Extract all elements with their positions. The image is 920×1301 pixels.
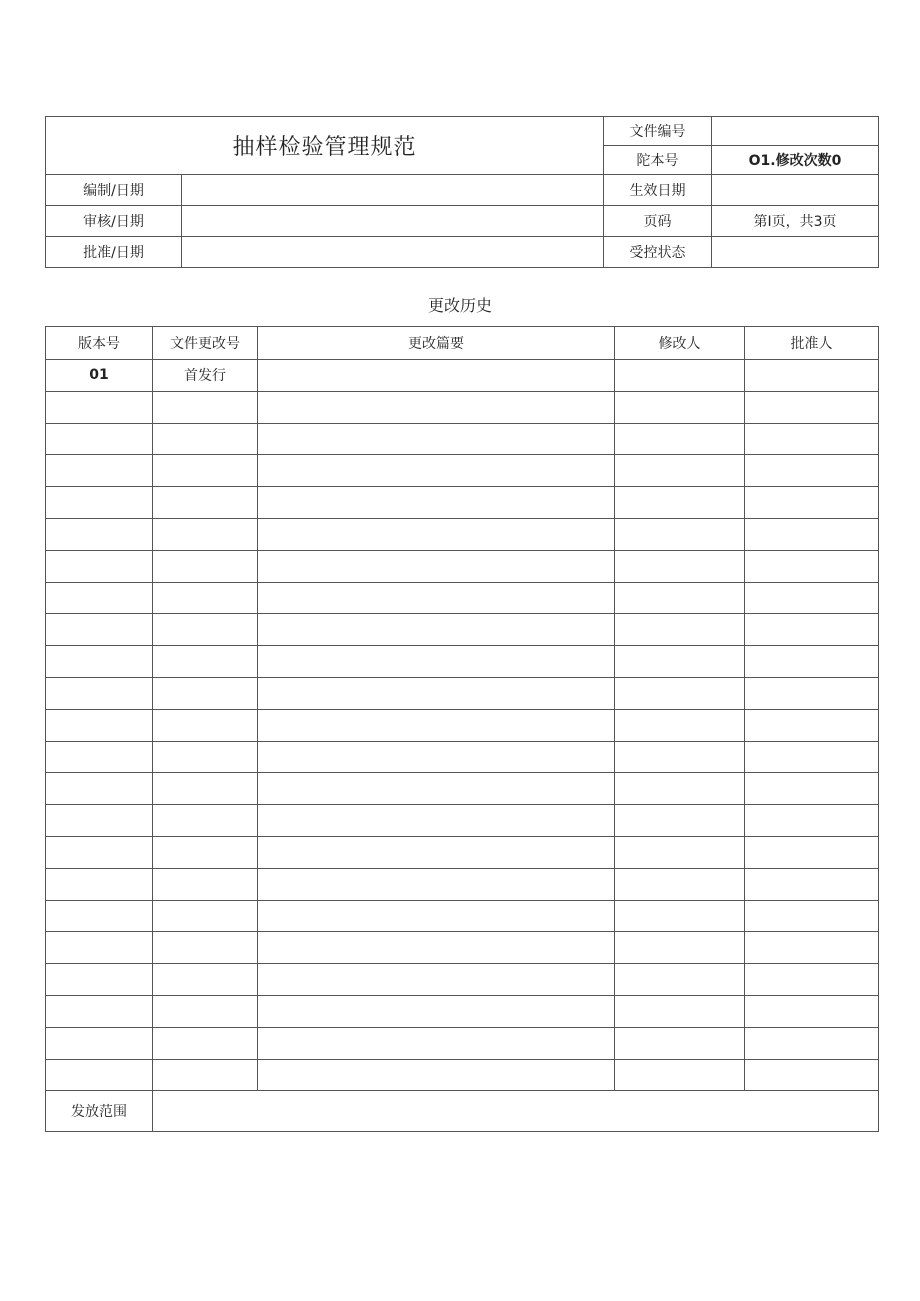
history-cell <box>46 836 153 868</box>
history-cell <box>615 932 745 964</box>
history-cell <box>153 932 258 964</box>
history-cell <box>46 455 153 487</box>
history-cell <box>615 487 745 519</box>
history-cell <box>46 550 153 582</box>
history-cell <box>745 391 879 423</box>
history-cell <box>46 487 153 519</box>
history-row <box>46 836 879 868</box>
history-cell <box>615 964 745 996</box>
change-history-body <box>46 327 879 1132</box>
prepared-value <box>182 175 604 206</box>
history-row <box>46 964 879 996</box>
history-cell <box>153 836 258 868</box>
history-cell <box>46 614 153 646</box>
history-row <box>46 709 879 741</box>
history-cell <box>745 836 879 868</box>
history-row <box>46 614 879 646</box>
history-cell <box>258 1059 615 1091</box>
history-cell <box>46 964 153 996</box>
approved-value <box>182 237 604 268</box>
history-cell <box>46 868 153 900</box>
history-cell <box>745 1059 879 1091</box>
distribution-label: 发放范围 <box>46 1091 153 1132</box>
history-cell <box>153 614 258 646</box>
history-cell <box>615 423 745 455</box>
history-cell <box>745 1027 879 1059</box>
history-cell <box>615 455 745 487</box>
history-row <box>46 360 879 392</box>
history-cell <box>615 550 745 582</box>
history-cell <box>46 646 153 678</box>
history-cell <box>46 391 153 423</box>
history-cell <box>615 677 745 709</box>
history-cell <box>46 423 153 455</box>
history-cell <box>745 646 879 678</box>
history-cell <box>615 773 745 805</box>
history-cell <box>615 646 745 678</box>
history-cell <box>745 677 879 709</box>
history-cell <box>745 900 879 932</box>
history-cell <box>46 773 153 805</box>
document-title: 抽样检验管理规范 <box>46 117 604 175</box>
distribution-row <box>46 1091 879 1132</box>
history-row <box>46 423 879 455</box>
history-row <box>46 773 879 805</box>
history-cell <box>153 677 258 709</box>
effective-date-label: 生效日期 <box>604 175 712 206</box>
history-cell <box>46 932 153 964</box>
approved-label: 批准/日期 <box>46 237 182 268</box>
history-cell <box>258 646 615 678</box>
history-cell <box>153 518 258 550</box>
history-cell <box>615 900 745 932</box>
history-cell <box>258 423 615 455</box>
history-cell <box>615 360 745 392</box>
history-cell <box>258 518 615 550</box>
history-cell <box>615 518 745 550</box>
history-cell <box>153 391 258 423</box>
history-cell <box>615 805 745 837</box>
history-row <box>46 995 879 1027</box>
history-cell <box>258 1027 615 1059</box>
history-cell <box>615 391 745 423</box>
history-cell <box>745 995 879 1027</box>
doc-no-label: 文件编号 <box>604 117 712 146</box>
history-cell <box>46 900 153 932</box>
history-cell <box>258 773 615 805</box>
history-cell <box>153 550 258 582</box>
history-cell <box>745 773 879 805</box>
history-cell <box>153 773 258 805</box>
history-row <box>46 1059 879 1091</box>
history-cell <box>615 836 745 868</box>
history-row <box>46 805 879 837</box>
control-status-label: 受控状态 <box>604 237 712 268</box>
history-cell <box>258 868 615 900</box>
history-cell <box>745 487 879 519</box>
history-cell <box>745 868 879 900</box>
distribution-value <box>153 1091 879 1132</box>
history-cell <box>153 741 258 773</box>
history-row <box>46 677 879 709</box>
history-cell <box>615 995 745 1027</box>
history-cell <box>46 582 153 614</box>
history-cell <box>153 805 258 837</box>
change-history-table <box>45 326 879 1132</box>
prepared-label: 编制/日期 <box>46 175 182 206</box>
history-cell <box>615 868 745 900</box>
column-header-approver: 批准人 <box>745 327 879 360</box>
history-cell <box>745 518 879 550</box>
history-cell <box>258 932 615 964</box>
column-header-version: 版本号 <box>46 327 153 360</box>
history-cell <box>258 391 615 423</box>
history-cell <box>153 646 258 678</box>
history-cell <box>46 995 153 1027</box>
history-cell <box>153 868 258 900</box>
history-cell <box>153 1059 258 1091</box>
history-cell <box>258 709 615 741</box>
history-cell <box>745 932 879 964</box>
change-history-title: 更改历史 <box>427 296 492 315</box>
history-cell <box>258 677 615 709</box>
history-cell <box>258 550 615 582</box>
history-row <box>46 868 879 900</box>
history-row <box>46 900 879 932</box>
control-status-value <box>712 237 879 268</box>
history-row <box>46 932 879 964</box>
history-cell <box>46 677 153 709</box>
history-row <box>46 391 879 423</box>
history-cell <box>153 964 258 996</box>
history-cell <box>258 614 615 646</box>
history-cell <box>46 518 153 550</box>
history-cell <box>153 487 258 519</box>
history-cell <box>615 582 745 614</box>
column-header-summary: 更改篇要 <box>258 327 615 360</box>
history-cell <box>615 741 745 773</box>
history-cell <box>153 423 258 455</box>
history-cell: 01 <box>46 360 153 392</box>
version-label: 陀本号 <box>604 146 712 175</box>
effective-date-value <box>712 175 879 206</box>
history-cell <box>46 741 153 773</box>
history-cell <box>745 964 879 996</box>
reviewed-label: 审核/日期 <box>46 206 182 237</box>
history-cell <box>745 423 879 455</box>
history-cell <box>153 1027 258 1059</box>
history-cell <box>258 360 615 392</box>
history-row <box>46 741 879 773</box>
history-cell <box>153 995 258 1027</box>
change-history-header-row <box>46 327 879 360</box>
history-row <box>46 582 879 614</box>
history-cell <box>745 805 879 837</box>
history-cell <box>258 995 615 1027</box>
history-cell <box>745 550 879 582</box>
doc-no-value <box>712 117 879 146</box>
history-cell <box>745 455 879 487</box>
history-cell <box>258 582 615 614</box>
history-cell <box>153 900 258 932</box>
history-cell <box>258 900 615 932</box>
history-row <box>46 518 879 550</box>
history-cell <box>258 741 615 773</box>
history-cell <box>745 614 879 646</box>
history-row <box>46 550 879 582</box>
history-cell <box>615 1027 745 1059</box>
history-cell <box>46 1059 153 1091</box>
history-cell <box>46 805 153 837</box>
history-cell <box>258 836 615 868</box>
history-cell <box>745 582 879 614</box>
history-cell <box>46 1027 153 1059</box>
history-row <box>46 487 879 519</box>
history-row <box>46 455 879 487</box>
history-cell <box>745 709 879 741</box>
history-cell <box>153 455 258 487</box>
history-cell <box>745 741 879 773</box>
history-cell <box>258 805 615 837</box>
history-cell <box>153 709 258 741</box>
history-cell <box>46 709 153 741</box>
history-cell: 首发行 <box>153 360 258 392</box>
version-value: O1.修改次数0 <box>712 146 879 175</box>
page-value: 第I页，共3页 <box>712 206 879 237</box>
history-cell <box>153 582 258 614</box>
history-row <box>46 1027 879 1059</box>
history-cell <box>258 455 615 487</box>
history-cell <box>745 360 879 392</box>
reviewed-value <box>182 206 604 237</box>
history-cell <box>615 709 745 741</box>
page-label: 页码 <box>604 206 712 237</box>
column-header-change-no: 文件更改号 <box>153 327 258 360</box>
history-cell <box>258 964 615 996</box>
column-header-modifier: 修改人 <box>615 327 745 360</box>
document-header-table <box>45 116 879 268</box>
history-row <box>46 646 879 678</box>
history-cell <box>615 1059 745 1091</box>
history-cell <box>615 614 745 646</box>
history-cell <box>258 487 615 519</box>
